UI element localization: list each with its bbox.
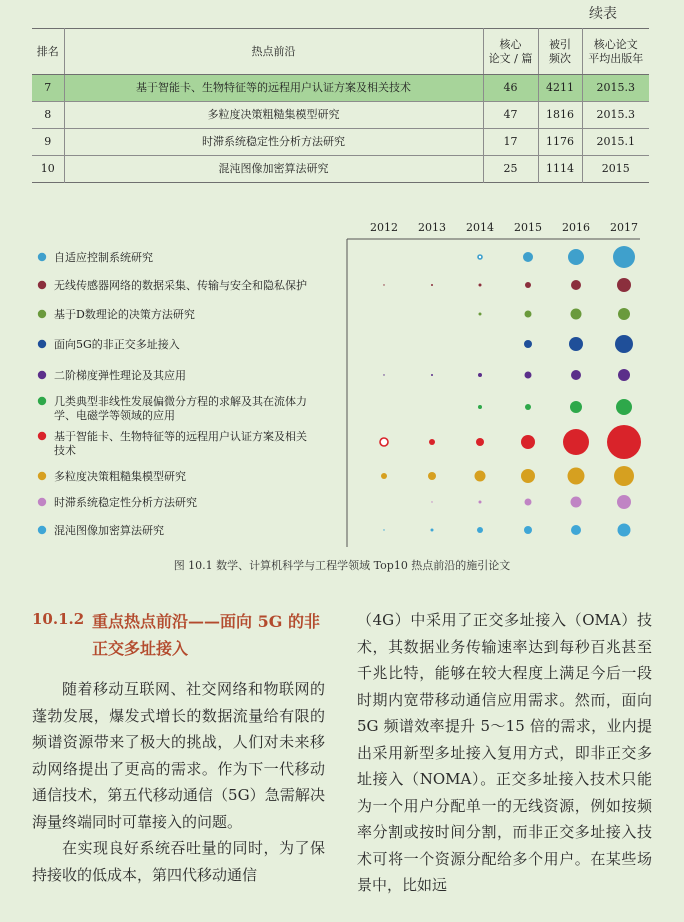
- legend-dot: [38, 526, 46, 534]
- series-label: 二阶梯度弹性理论及其应用: [54, 369, 186, 382]
- bubble: [570, 401, 582, 413]
- year-tick-label: 2012: [370, 221, 398, 234]
- series-label: 面向5G的非正交多址接入: [54, 338, 180, 351]
- bubble: [381, 473, 387, 479]
- cell-core-papers: 17: [483, 129, 538, 156]
- body-right-column: [357, 607, 652, 899]
- bubble: [614, 466, 634, 486]
- bubble: [617, 278, 631, 292]
- bubble: [613, 246, 635, 268]
- bubble-chart: [0, 205, 684, 550]
- legend-dot: [38, 310, 46, 318]
- bubble: [525, 372, 532, 379]
- cell-topic: 基于智能卡、生物特征等的远程用户认证方案及相关技术: [64, 75, 483, 102]
- bubble: [571, 525, 581, 535]
- bubble: [479, 313, 482, 316]
- bubble: [521, 469, 535, 483]
- bubble: [431, 501, 432, 502]
- header-citations: 被引 频次: [538, 29, 582, 75]
- bubble: [431, 374, 433, 376]
- year-tick-label: 2017: [610, 221, 638, 234]
- bubble: [524, 526, 532, 534]
- bubble: [618, 369, 630, 381]
- year-tick-label: 2015: [514, 221, 542, 234]
- legend-dot: [38, 432, 46, 440]
- header-core-papers: 核心 论文 / 篇: [483, 29, 538, 75]
- series-label: 多粒度决策粗糙集模型研究: [54, 470, 186, 483]
- figure-caption: 图 10.1 数学、计算机科学与工程学领域 Top10 热点前沿的施引论文: [173, 559, 511, 572]
- bubble: [383, 284, 384, 285]
- bubble: [428, 472, 436, 480]
- year-tick-label: 2016: [562, 221, 590, 234]
- legend-dot: [38, 472, 46, 480]
- series-label: 混沌图像加密算法研究: [54, 524, 164, 537]
- hot-fronts-table: [32, 28, 649, 183]
- cell-rank: 8: [32, 102, 64, 129]
- series-label: 基于D数理论的决策方法研究: [54, 308, 195, 321]
- bubble: [524, 340, 532, 348]
- bubble: [383, 374, 384, 375]
- bubble: [380, 438, 388, 446]
- legend-dot: [38, 281, 46, 289]
- header-topic: 热点前沿: [64, 29, 483, 75]
- cell-topic: 混沌图像加密算法研究: [64, 156, 483, 183]
- legend-dot: [38, 253, 46, 261]
- cell-topic: 时滞系统稳定性分析方法研究: [64, 129, 483, 156]
- bubble: [477, 527, 483, 533]
- cell-avg-year: 2015.1: [596, 135, 635, 148]
- legend-dot: [38, 498, 46, 506]
- year-tick-label: 2013: [418, 221, 446, 234]
- cell-avg-year: 2015.3: [596, 108, 635, 121]
- cell-avg-year: 2015: [601, 162, 630, 175]
- series-label: 无线传感器网络的数据采集、传输与安全和隐私保护: [54, 279, 307, 292]
- header-rank: 排名: [32, 29, 64, 75]
- bubble: [431, 529, 434, 532]
- legend-dot: [38, 397, 46, 405]
- table-row: [32, 129, 649, 156]
- cell-citations: 1816: [538, 102, 582, 129]
- legend-dot: [38, 340, 46, 348]
- bubble: [478, 373, 482, 377]
- body-left-column: [32, 676, 325, 888]
- bubble: [607, 425, 641, 459]
- table-header-row: [32, 29, 649, 75]
- table-row: [32, 102, 649, 129]
- bubble: [563, 429, 589, 455]
- header-avg-year: 核心论文 平均出版年: [582, 29, 649, 75]
- paragraph: （4G）中采用了正交多址接入（OMA）技术，其数据业务传输速率达到每秒百兆甚至千兆比特，能够在较大程度上满足今后一段时期内宽带移动通信应用需求。然而，面向 5G 频谱效率提升 5～15 倍的需求，业内提出采用新型多址接入复用方式，即非正交多址接入（NOMA）。正交多址接入技术只能为一个用户分配单一的无线资源，例如按频率分割或按时间分割，而非正交多址接入技术可将一个资源分配给多个用户。在某些场景中，比如远: [357, 611, 652, 894]
- bubble: [479, 501, 482, 504]
- bubble: [615, 335, 633, 353]
- cell-rank: 10: [32, 156, 64, 183]
- bubble: [525, 499, 532, 506]
- bubble: [618, 524, 631, 537]
- table-row: [32, 156, 649, 183]
- bubble: [571, 370, 581, 380]
- bubble: [568, 468, 585, 485]
- series-label: 时滞系统稳定性分析方法研究: [54, 496, 197, 509]
- bubble: [431, 284, 433, 286]
- bubble: [525, 282, 531, 288]
- bubble: [571, 309, 582, 320]
- series-label: 基于智能卡、生物特征等的远程用户认证方案及相关技术: [54, 430, 307, 457]
- table-row: [32, 75, 649, 102]
- paragraph: 随着移动互联网、社交网络和物联网的蓬勃发展，爆发式增长的数据流量给有限的频谱资源带来了极大的挑战，人们对未来移动网络提出了更高的需求。作为下一代移动通信技术，第五代移动通信（5G）急需解决海量终端同时可靠接入的问题。: [32, 680, 325, 831]
- section-title: 重点热点前沿——面向 5G 的非正交多址接入: [92, 612, 320, 658]
- cell-rank: 7: [32, 75, 64, 102]
- cell-topic: 多粒度决策粗糙集模型研究: [64, 102, 483, 129]
- bubble: [521, 435, 535, 449]
- year-tick-label: 2014: [466, 221, 494, 234]
- bubble: [476, 438, 484, 446]
- bubble: [525, 404, 531, 410]
- paragraph: 在实现良好系统吞吐量的同时，为了保持接收的低成本，第四代移动通信: [32, 839, 325, 884]
- cell-core-papers: 47: [483, 102, 538, 129]
- bubble: [479, 284, 482, 287]
- bubble: [569, 337, 583, 351]
- bubble: [525, 311, 532, 318]
- cell-citations: 4211: [538, 75, 582, 102]
- bubble: [571, 497, 582, 508]
- cell-citations: 1176: [538, 129, 582, 156]
- legend-dot: [38, 371, 46, 379]
- series-label: 几类典型非线性发展偏微分方程的求解及其在流体力学、电磁学等领域的应用: [54, 395, 307, 422]
- continued-label: 续表: [589, 6, 617, 22]
- bubble: [618, 308, 630, 320]
- bubble: [478, 405, 482, 409]
- bubble: [478, 255, 482, 259]
- cell-core-papers: 46: [483, 75, 538, 102]
- cell-avg-year: 2015.3: [582, 75, 649, 102]
- bubble: [617, 495, 631, 509]
- bubble: [523, 252, 533, 262]
- cell-citations: 1114: [538, 156, 582, 183]
- cell-rank: 9: [32, 129, 64, 156]
- bubble: [568, 249, 584, 265]
- cell-core-papers: 25: [483, 156, 538, 183]
- section-number: 10.1.2: [32, 610, 85, 628]
- bubble: [429, 439, 435, 445]
- series-label: 自适应控制系统研究: [54, 251, 153, 264]
- bubble: [475, 471, 486, 482]
- bubble: [571, 280, 581, 290]
- bubble: [616, 399, 632, 415]
- bubble: [383, 529, 384, 530]
